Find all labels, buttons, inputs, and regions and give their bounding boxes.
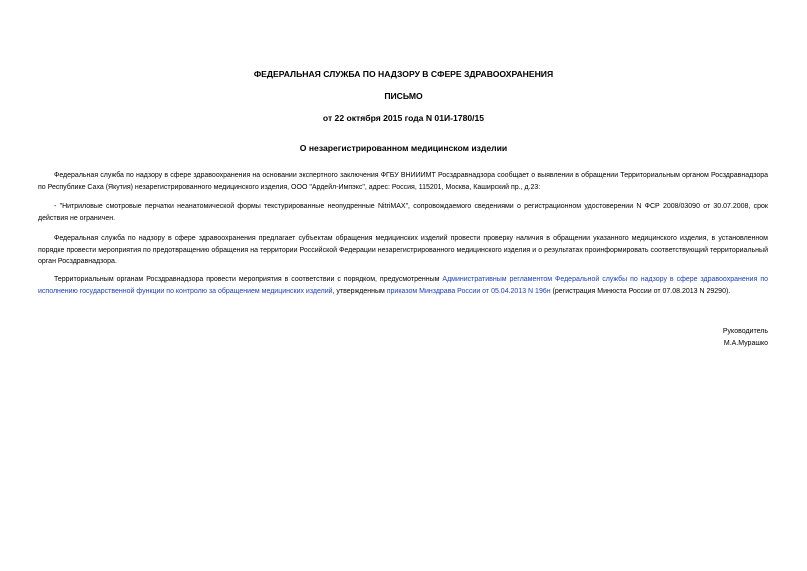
signature-name: М.А.Мурашко <box>723 339 768 347</box>
paragraph-4-text-middle: , утвержденным <box>332 287 387 295</box>
agency-title: ФЕДЕРАЛЬНАЯ СЛУЖБА ПО НАДЗОРУ В СФЕРЕ ЗДРАВООХРАНЕНИЯ <box>253 69 554 79</box>
paragraph-4 <box>38 274 768 297</box>
paragraph-1 <box>38 170 768 193</box>
paragraph-3 <box>38 233 768 268</box>
order-link[interactable]: приказом Минздрава России от 05.04.2013 N 196н <box>386 287 551 295</box>
signature-block <box>723 326 768 349</box>
document-date-number: от 22 октября 2015 года N 01И-1780/15 <box>322 113 485 123</box>
paragraph-2 <box>38 201 768 224</box>
signature-title: Руководитель <box>722 328 768 335</box>
paragraph-1-text: Федеральная служба по надзору в сфере здравоохранения на основании экспертного заключения ФГБУ ВНИИИМТ Росздравнадзора сообщает о выявлении в обращении Территориальным органом Росздравнадзора по Республике Саха (Якутия) незарегистрированного медицинского изделия, ООО "Ардейл-Импэкс", адрес: Россия, 115201, Москва, Каширский пр., д.23: <box>38 172 768 191</box>
document-subject: О незарегистрированном медицинском изделии <box>299 143 508 153</box>
paragraph-4-text-start: Территориальным органам Росздравнадзора провести мероприятия в соответствии с порядком, предусмотренным <box>54 276 443 283</box>
paragraph-2-text: - "Нитриловые смотровые перчатки неанатомической формы текстурированные неопудренные NitriMAX", сопровождаемого сведениями о регистрационном удостоверении N ФСР 2008/03090 от 30.07.2008, срок действия не ограничен. <box>38 203 768 222</box>
regulation-link[interactable]: Административным регламентом Федеральной службы по надзору в сфере здравоохранения по исполнению государственной функции по контролю за обращением медицинских изделий <box>38 276 768 295</box>
paragraph-4-text-end: (регистрация Минюста России от 07.08.2013 N 29290). <box>550 287 731 295</box>
document-type: ПИСЬМО <box>384 91 423 101</box>
paragraph-3-text: Федеральная служба по надзору в сфере здравоохранения предлагает субъектам обращения медицинских изделий провести проверку наличия в обращении указанного медицинского изделия, в установленном порядке провести мероприятия по предотвращению обращения на территории Российской Федерации незарегистрированного медицинского изделия и о результатах проинформировать соответствующий территориальный орган Росздравнадзора. <box>38 235 768 266</box>
